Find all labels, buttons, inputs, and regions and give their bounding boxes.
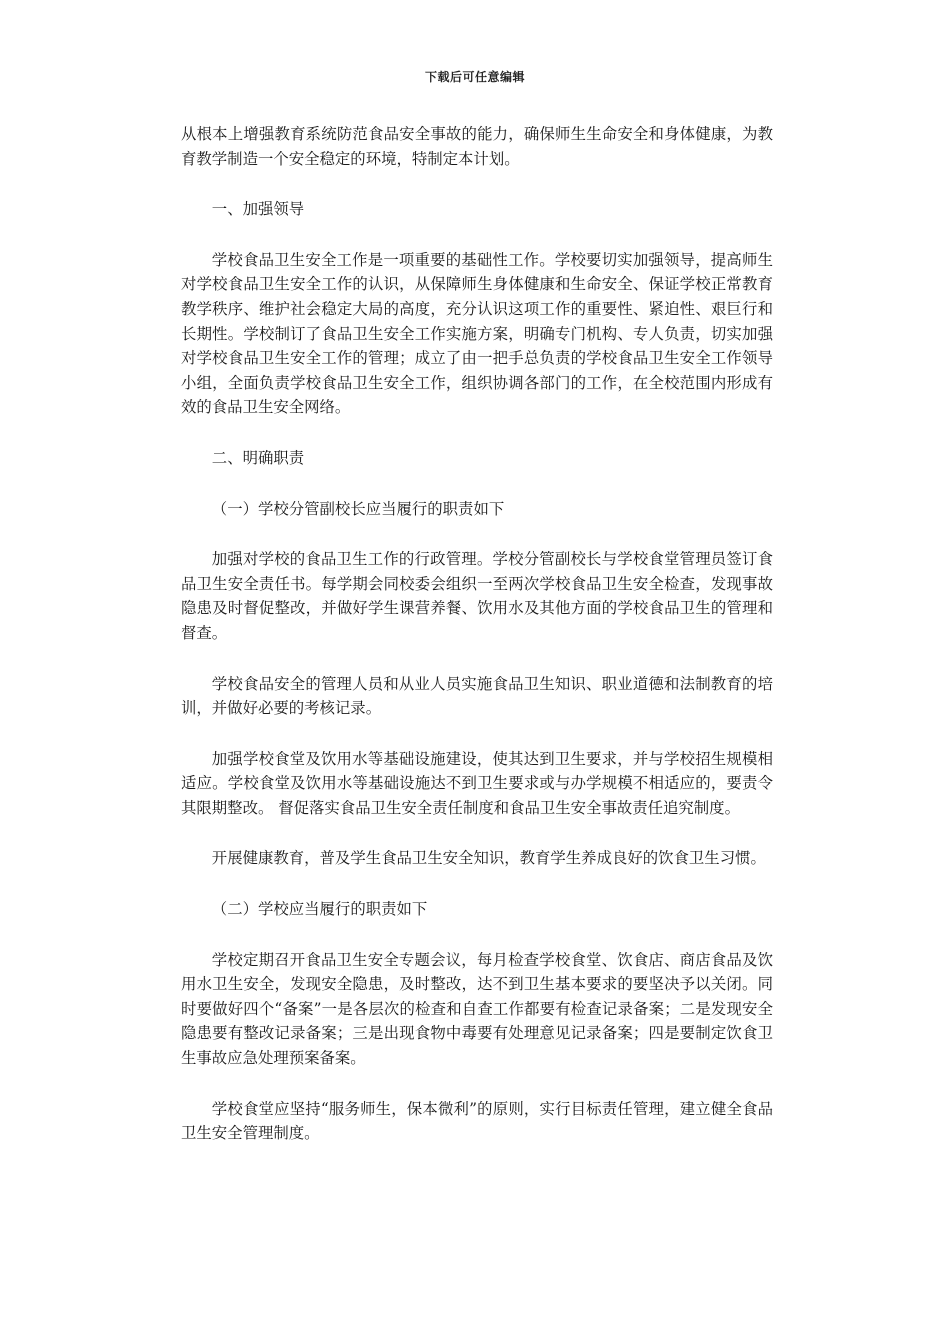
body-paragraph: 学校食堂应坚持“服务师生，保本微利”的原则，实行目标责任管理，建立健全食品卫生安全管理制度。 xyxy=(181,1099,773,1143)
body-paragraph: 加强学校食堂及饮用水等基础设施建设，使其达到卫生要求，并与学校招生规模相适应。学校食堂及饮用水等基础设施达不到卫生要求或与办学规模不相适应的，要责令其限期整改。 督促落实食品卫生安全责任制度和食品卫生安全事故责任追究制度。 xyxy=(181,749,773,817)
body-paragraph: 加强对学校的食品卫生工作的行政管理。学校分管副校长与学校食堂管理员签订食品卫生安全责任书。每学期会同校委会组织一至两次学校食品卫生安全检查，发现事故隐患及时督促整改，并做好学生课营养餐、饮用水及其他方面的学校食品卫生的管理和督查。 xyxy=(181,550,773,642)
document-body xyxy=(181,122,773,1146)
subsection-heading-2: （二）学校应当履行的职责如下 xyxy=(211,900,428,919)
body-paragraph: 开展健康教育，普及学生食品卫生安全知识，教育学生养成良好的饮食卫生习惯。 xyxy=(211,849,766,868)
body-paragraph: 学校食品卫生安全工作是一项重要的基础性工作。学校要切实加强领导，提高师生对学校食品卫生安全工作的认识，从保障师生身体健康和生命安全、保证学校正常教育教学秩序、维护社会稳定大局的高度，充分认识这项工作的重要性、紧迫性、艰巨行和长期性。学校制订了食品卫生安全工作实施方案，明确专门机构、专人负责，切实加强对学校食品卫生安全工作的管理；成立了由一把手总负责的学校食品卫生安全工作领导小组，全面负责学校食品卫生安全工作，组织协调各部门的工作，在全校范围内形成有效的食品卫生安全网络。 xyxy=(181,250,773,417)
section-heading-1: 一、加强领导 xyxy=(211,200,305,219)
section-heading-2: 二、明确职责 xyxy=(211,448,305,467)
subsection-heading-1: （一）学校分管副校长应当履行的职责如下 xyxy=(211,499,505,518)
body-paragraph: 学校定期召开食品卫生安全专题会议，每月检查学校食堂、饮食店、商店食品及饮用水卫生安全，发现安全隐患，及时整改，达不到卫生基本要求的要坚决予以关闭。同时要做好四个“备案”一是各层次的检查和自查工作都要有检查记录备案；二是发现安全隐患要有整改记录备案；三是出现食物中毒要有处理意见记录备案；四是要制定饮食卫生事故应急处理预案备案。 xyxy=(181,950,773,1068)
intro-paragraph: 从根本上增强教育系统防范食品安全事故的能力，确保师生生命安全和身体健康，为教育教学制造一个安全稳定的环境，特制定本计划。 xyxy=(181,125,773,168)
body-paragraph: 学校食品安全的管理人员和从业人员实施食品卫生知识、职业道德和法制教育的培训，并做好必要的考核记录。 xyxy=(181,674,773,718)
page-header-note: 下载后可任意编辑 xyxy=(424,70,525,84)
